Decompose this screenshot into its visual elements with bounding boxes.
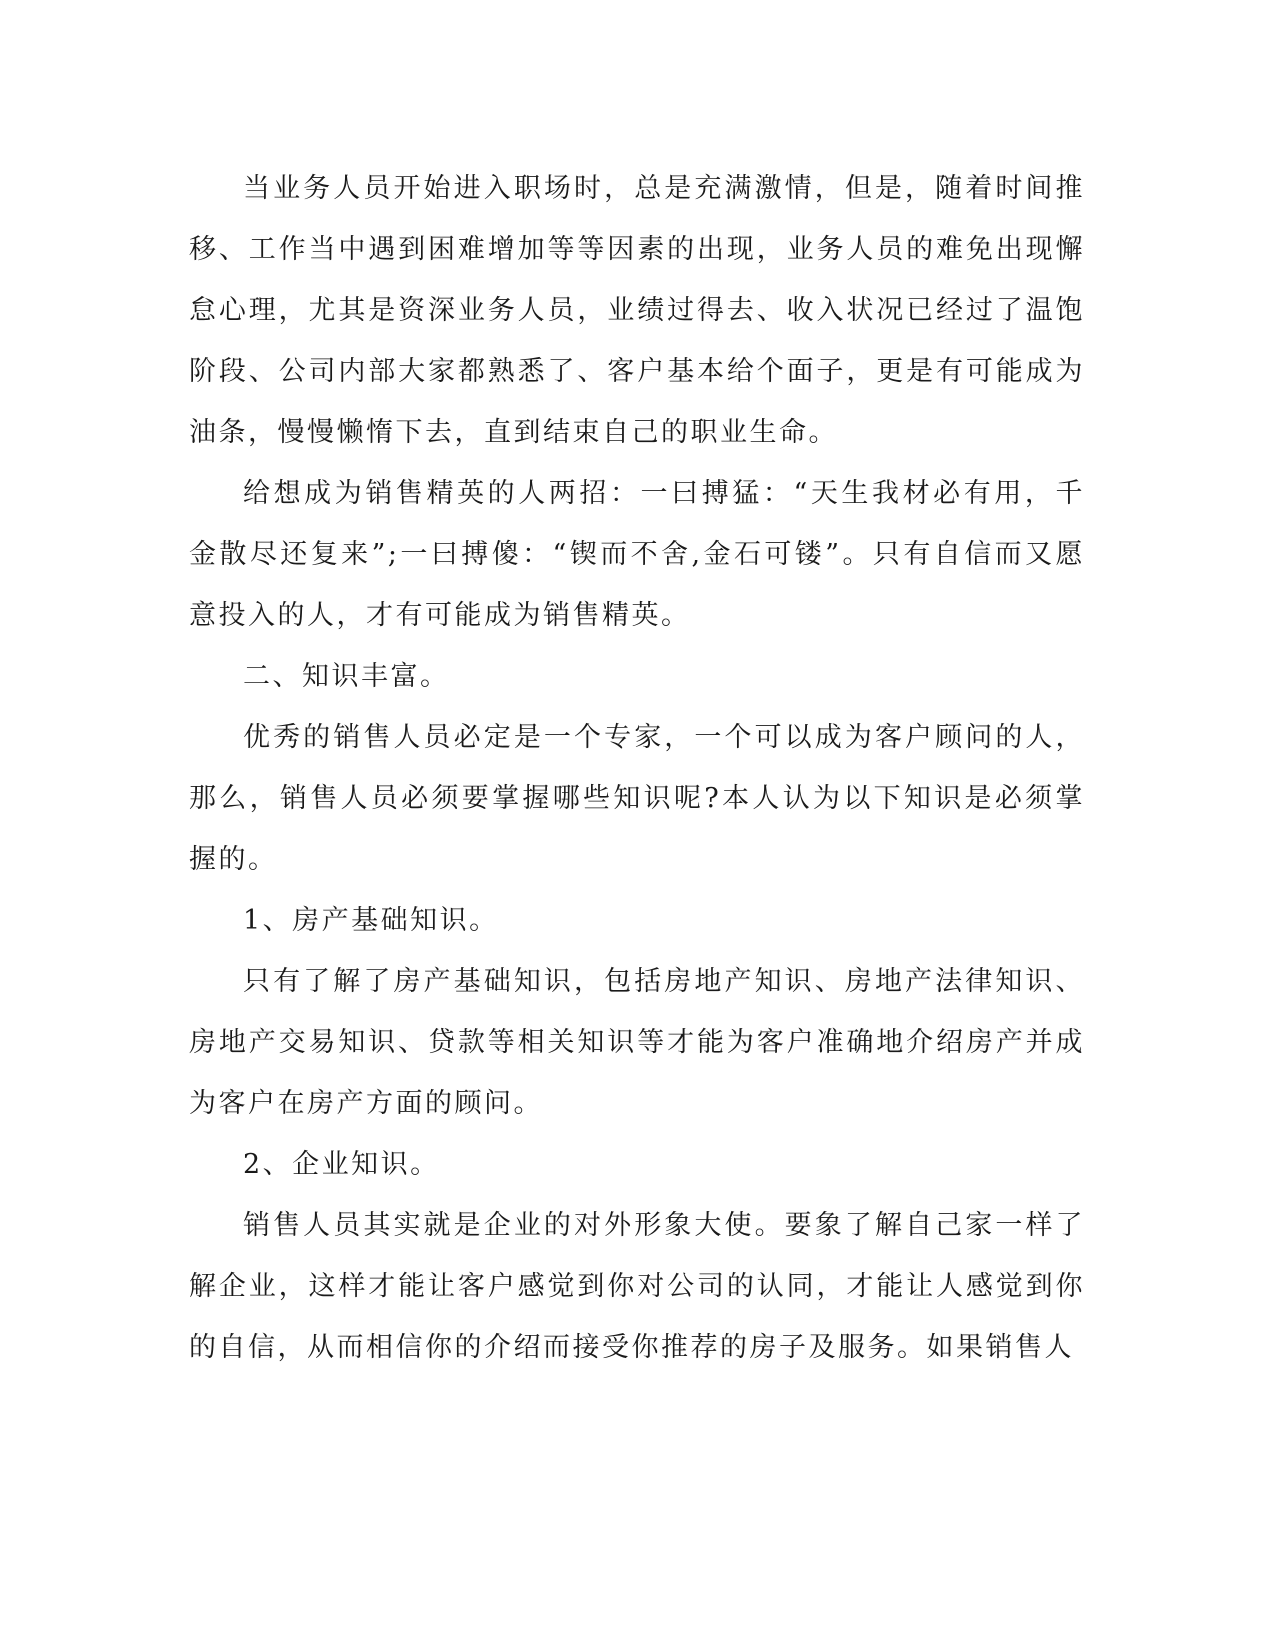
- paragraph-two-tips: 给想成为销售精英的人两招：一曰搏猛：“天生我材必有用，千金散尽还复来”;一曰搏傻：“锲而不舍,金石可镂”。只有自信而又愿意投入的人，才有可能成为销售精英。: [189, 478, 1085, 631]
- paragraph-company-knowledge: 销售人员其实就是企业的对外形象大使。要象了解自己家一样了解企业，这样才能让客户感觉到你对公司的认同，才能让人感觉到你的自信，从而相信你的介绍而接受你推荐的房子及服务。如果销售人: [189, 1210, 1085, 1363]
- subheading-company-knowledge: 2、企业知识。: [243, 1149, 440, 1180]
- paragraph-motivation: 当业务人员开始进入职场时，总是充满激情，但是，随着时间推移、工作当中遇到困难增加等等因素的出现，业务人员的难免出现懈怠心理，尤其是资深业务人员，业绩过得去、收入状况已经过了温饱阶段、公司内部大家都熟悉了、客户基本给个面子，更是有可能成为油条，慢慢懒惰下去，直到结束自己的职业生命。: [189, 173, 1085, 448]
- section-heading-knowledge: 二、知识丰富。: [243, 661, 450, 692]
- paragraph-expert: 优秀的销售人员必定是一个专家，一个可以成为客户顾问的人，那么，销售人员必须要掌握哪些知识呢?本人认为以下知识是必须掌握的。: [189, 722, 1085, 875]
- document-body: [189, 158, 1085, 1378]
- subheading-real-estate-basics: 1、房产基础知识。: [243, 905, 499, 936]
- paragraph-real-estate-basics: 只有了解了房产基础知识，包括房地产知识、房地产法律知识、房地产交易知识、贷款等相关知识等才能为客户准确地介绍房产并成为客户在房产方面的顾问。: [189, 966, 1085, 1119]
